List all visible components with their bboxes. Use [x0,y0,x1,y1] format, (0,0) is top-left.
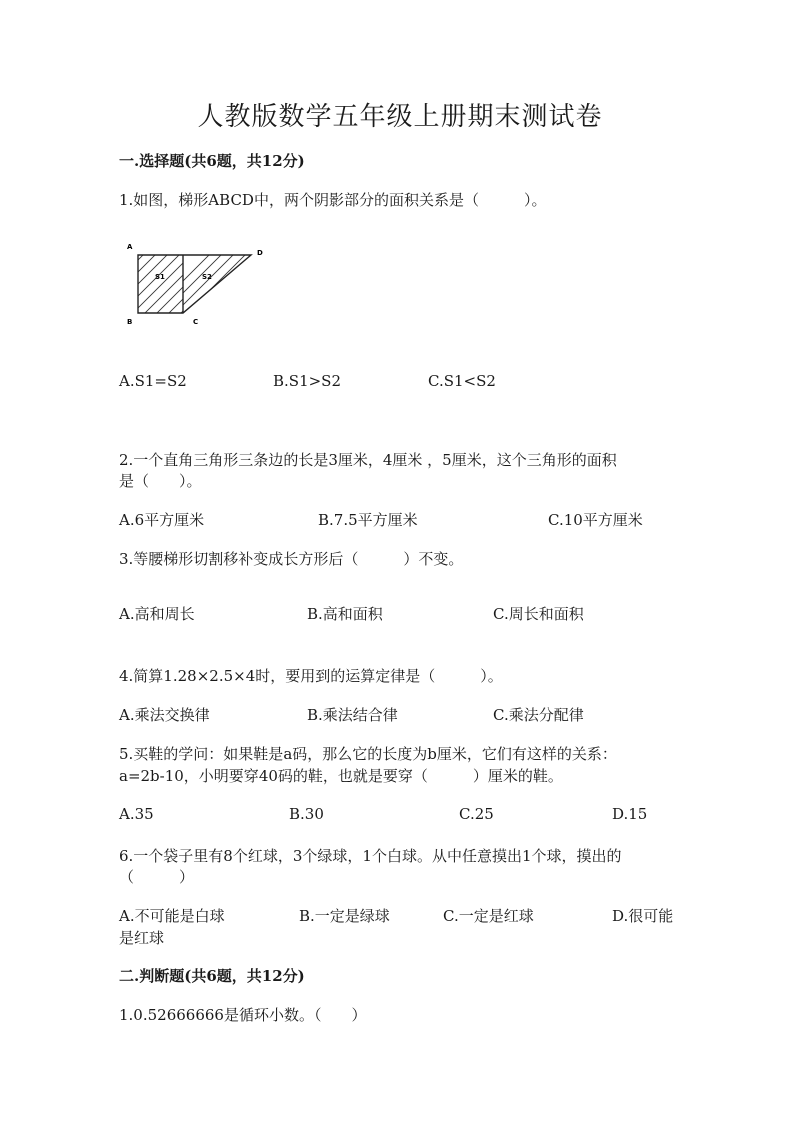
question-3-stem: 3.等腰梯形切割移补变成长方形后（ ）不变。 [119,550,464,568]
q4-option-c: C.乘法分配律 [493,706,584,724]
q6-option-d: D.很可能 [612,907,674,925]
label-s1: S1 [155,273,165,281]
q1-option-b: B.S1>S2 [273,372,341,390]
trapezoid-outline [138,255,251,313]
question-2-stem-line2: 是（ ）。 [119,472,202,490]
question-1-stem: 1.如图，梯形ABCD中，两个阴影部分的面积关系是（ ）。 [119,191,547,209]
trapezoid-figure [118,240,268,330]
s1-hatching [118,240,266,330]
q5-option-d: D.15 [612,805,648,823]
q3-option-b: B.高和面积 [307,605,383,623]
q6-option-c: C.一定是红球 [443,907,534,925]
q5-option-c: C.25 [459,805,494,823]
question-5-stem-line2: a=2b-10，小明要穿40码的鞋，也就是要穿（ ）厘米的鞋。 [119,767,563,785]
label-b: B [127,318,133,326]
question-5-stem-line1: 5.买鞋的学问：如果鞋是a码，那么它的长度为b厘米，它们有这样的关系： [119,745,617,763]
section-heading-judge: 二.判断题(共6题，共12分) [119,967,305,985]
label-a: A [127,243,133,251]
q3-option-a: A.高和周长 [119,605,195,623]
label-s2: S2 [202,273,212,281]
q5-option-a: A.35 [119,805,154,823]
q4-option-a: A.乘法交换律 [119,706,210,724]
label-d: D [257,249,263,257]
judge-question-1: 1.0.52666666是循环小数。（ ） [119,1006,367,1024]
q1-option-c: C.S1<S2 [428,372,496,390]
q5-option-b: B.30 [289,805,324,823]
q6-option-d-wrap: 是红球 [119,929,165,947]
q2-option-b: B.7.5平方厘米 [318,511,418,529]
q2-option-c: C.10平方厘米 [548,511,643,529]
q6-option-b: B.一定是绿球 [299,907,390,925]
q3-option-c: C.周长和面积 [493,605,584,623]
q6-option-a: A.不可能是白球 [119,907,225,925]
question-6-stem-line1: 6.一个袋子里有8个红球，3个绿球，1个白球。从中任意摸出1个球，摸出的 [119,847,622,865]
label-c: C [193,318,199,326]
question-6-stem-line2: （ ） [119,868,195,886]
q1-option-a: A.S1=S2 [119,372,187,390]
section-heading-choice: 一.选择题(共6题，共12分) [119,152,305,170]
q4-option-b: B.乘法结合律 [307,706,398,724]
question-2-stem-line1: 2.一个直角三角形三条边的长是3厘米，4厘米 ，5厘米，这个三角形的面积 [119,451,617,469]
q2-option-a: A.6平方厘米 [119,511,205,529]
question-4-stem: 4.简算1.28×2.5×4时，要用到的运算定律是（ ）。 [119,667,503,685]
page-title: 人教版数学五年级上册期末测试卷 [197,102,603,132]
